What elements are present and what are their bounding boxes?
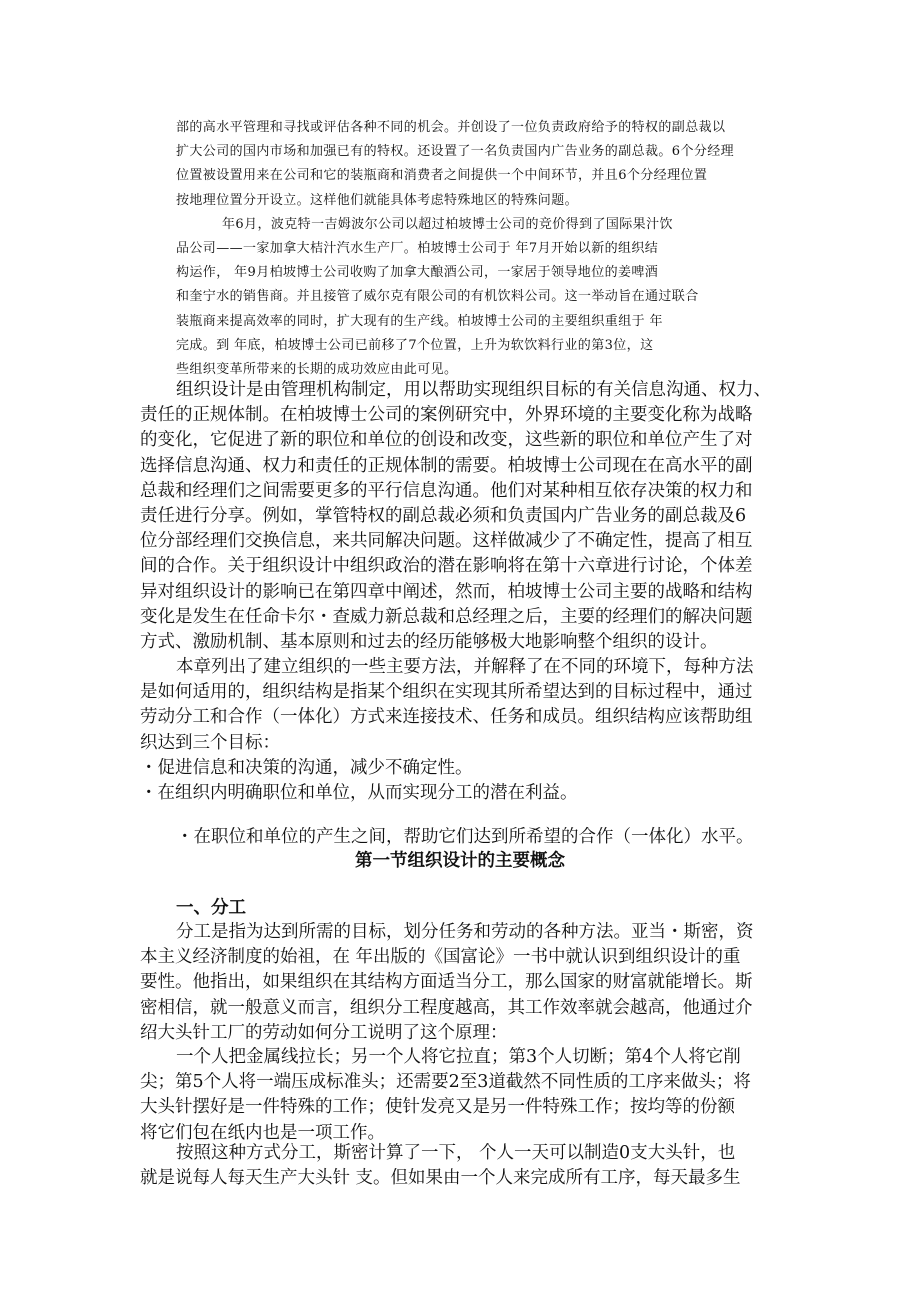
text-line: 组织设计是由管理机构制定，用以帮助实现组织目标的有关信息沟通、权力、 (176, 380, 771, 400)
text-line: 密相信，就一般意义而言，组织分工程度越高，其工作效率就会越高，他通过介 (140, 997, 753, 1018)
text-line: 部的高水平管理和寻找或评估各种不同的机会。并创设了一位负责政府给予的特权的副总裁以 (176, 120, 726, 135)
text-line: 是如何适用的，组织结构是指某个组织在实现其所希望达到的目标过程中，通过 (140, 682, 753, 703)
text-line: 年6月，波克特一吉姆波尔公司以超过柏坡博士公司的竞价得到了国际果汁饮 (222, 216, 673, 232)
text-line: 本主义经济制度的始祖，在 年出版的《国富论》一书中就认识到组织设计的重 (140, 947, 741, 968)
text-line: 按照这种方式分工，斯密计算了一下， 个人一天可以制造0支大头针，也 (176, 1143, 736, 1163)
list-item: ・在组织内明确职位和单位，从而实现分工的潜在利益。 (140, 783, 578, 804)
text-line: 间的合作。关于组织设计中组织政治的潜在影响将在第十六章进行讨论，个体差 (140, 556, 753, 577)
text-line: 按地理位置分开设立。这样他们就能具体考虑特殊地区的特殊问题。 (176, 192, 579, 208)
text-line: 构运作， 年9月柏坡博士公司收购了加拿大酿酒公司，一家居于领导地位的姜啤酒 (176, 265, 659, 281)
text-line: 分工是指为达到所需的目标，划分任务和劳动的各种方法。亚当・斯密，资 (176, 922, 754, 942)
subsection-title-text: 一、分工 (176, 898, 246, 918)
goal-list (140, 756, 800, 806)
text-line: 一个人把金属线拉长；另一个人将它拉直；第3个人切断；第4个人将它削 (176, 1047, 741, 1067)
text-line: 扩大公司的国内市场和加强已有的特权。还设置了一名负责国内广告业务的副总裁。6个分经理 (176, 144, 735, 160)
text-line: 和奎宁水的销售商。并且接管了威尔克有限公司的有机饮料公司。这一举动旨在通过联合 (176, 289, 699, 305)
text-line: 装瓶商来提高效率的同时，扩大现有的生产线。柏坡博士公司的主要组织重组于 年 (176, 313, 663, 329)
paragraph-pin-factory-quote (140, 1045, 800, 1146)
text-line: 些组织变革所带来的长期的成功效应由此可见。 (176, 361, 458, 377)
section-title-text: 第一节组织设计的主要概念 (355, 851, 565, 871)
paragraph-division-of-labor (140, 920, 800, 1046)
paragraph-chapter-overview (140, 655, 800, 756)
text-line: 完成。到 年底，柏坡博士公司已前移了7个位置，上升为软饮料行业的第3位，这 (176, 337, 654, 353)
text-line: 本章列出了建立组织的一些主要方法，并解释了在不同的环境下，每种方法 (176, 657, 754, 677)
text-line: 总裁和经理们之间需要更多的平行信息沟通。他们对某种相互依存决策的权力和 (140, 480, 753, 501)
paragraph-org-design (140, 378, 800, 655)
text-line: 织达到三个目标： (140, 732, 280, 753)
text-line: 异对组织设计的影响已在第四章中阐述，然而，柏坡博士公司主要的战略和结构 (140, 581, 753, 602)
text-line: 将它们包在纸内也是一项工作。 (140, 1122, 385, 1143)
text-line: 尖；第5个人将一端压成标准头；还需要2至3道截然不同性质的工序来做头；将 (140, 1072, 751, 1093)
text-line: 的变化，它促进了新的职位和单位的创设和改变，这些新的职位和单位产生了对 (140, 430, 753, 451)
subsection-title (176, 896, 836, 921)
list-item (176, 825, 836, 850)
text-line: 要性。他指出，如果组织在其结构方面适当分工，那么国家的财富就能增长。斯 (140, 972, 753, 993)
text-line: 绍大头针工厂的劳动如何分工说明了这个原理： (140, 1022, 508, 1043)
text-line: ・在职位和单位的产生之间，帮助它们达到所希望的合作（一体化）水平。 (176, 827, 754, 847)
text-line: 选择信息沟通、权力和责任的正规体制的需要。柏坡博士公司现在在高水平的副 (140, 455, 753, 476)
text-line: 品公司——一家加拿大桔汁汽水生产厂。柏坡博士公司于 年7月开始以新的组织结 (176, 240, 659, 256)
paragraph-pin-calculation (140, 1141, 800, 1191)
text-line: 位分部经理们交换信息，来共同解决问题。这样做减少了不确定性，提高了相互 (140, 531, 753, 552)
text-line: 责任的正规体制。在柏坡博士公司的案例研究中，外界环境的主要变化称为战略 (140, 405, 753, 426)
case-excerpt-block (176, 116, 776, 382)
text-line: 大头针摆好是一件特殊的工作；使针发亮又是另一件特殊工作；按均等的份额 (140, 1097, 735, 1118)
text-line: 位置被设置用来在公司和它的装瓶商和消费者之间提供一个中间环节，并且6个分经理位置 (176, 168, 708, 184)
text-line: 责任进行分享。例如，掌管特权的副总裁必须和负责国内广告业务的副总裁及6 (140, 505, 747, 526)
text-line: 变化是发生在任命卡尔・查威力新总裁和总经理之后，主要的经理们的解决问题 (140, 606, 753, 627)
text-line: 就是说每人每天生产大头针 支。但如果由一个人来完成所有工序，每天最多生 (140, 1168, 741, 1189)
text-line: 方式、激励机制、基本原则和过去的经历能够极大地影响整个组织的设计。 (140, 631, 718, 652)
list-item: ・促进信息和决策的沟通，减少不确定性。 (140, 758, 473, 778)
text-line: 劳动分工和合作（一体化）方式来连接技术、任务和成员。组织结构应该帮助组 (140, 707, 753, 728)
section-title (140, 849, 780, 874)
